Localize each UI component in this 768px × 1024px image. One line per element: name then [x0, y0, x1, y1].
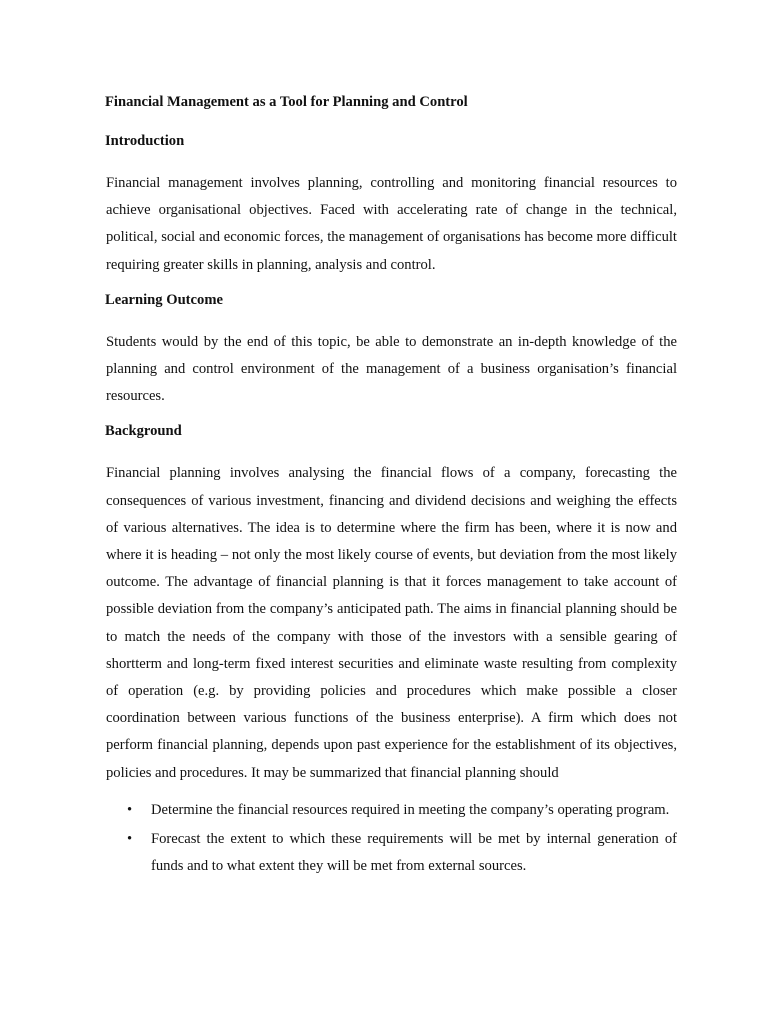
section-paragraph-background: Financial planning involves analysing the financial flows of a company, forecasting the consequences of various investment, financing and dividend decisions and weighing the effects of various alternatives. The idea is to determine where the firm has been, where it is now and where it is heading – not only the most likely course of events, but deviation from the most likely outcome. The advantage of financial planning is that it forces management to take account of possible deviation from the company’s anticipated path. The aims in financial planning should be to match the needs of the company with those of the investors with a sensible gearing of shortterm and long-term fixed interest securities and eliminate waste resulting from complexity of operation (e.g. by providing policies and procedures which make possible a closer coordination between various functions of the business enterprise). A firm which does not perform financial planning, depends upon past experience for the establishment of its objectives, policies and procedures. It may be summarized that financial planning should: [106, 465, 677, 781]
bullet-icon: •: [127, 830, 133, 847]
bullet-list: [106, 800, 677, 880]
list-item: [106, 826, 677, 880]
bullet-icon: •: [127, 801, 133, 818]
list-item-text: Forecast the extent to which these requirements will be met by internal generation of funds and to what extent they will be met from external sources.: [151, 830, 677, 875]
document-title: Financial Management as a Tool for Planning and Control: [105, 94, 468, 110]
section-heading-introduction: Introduction: [105, 133, 185, 149]
section-heading-learning-outcome: Learning Outcome: [105, 291, 223, 308]
section-paragraph-learning-outcome: Students would by the end of this topic, be able to demonstrate an in-depth knowledge of the planning and control environment of the management of a business organisation’s financial resources.: [106, 333, 677, 405]
section-heading-background: Background: [105, 423, 182, 440]
document-page: [106, 92, 677, 880]
list-item: [106, 800, 677, 820]
section-paragraph-introduction: Financial management involves planning, controlling and monitoring financial resources to achieve organisational objectives. Faced with accelerating rate of change in the technical, political, social and economic forces, the management of organisations has become more difficult requiring greater skills in planning, analysis and control.: [106, 175, 677, 273]
list-item-text: Determine the financial resources required in meeting the company’s operating program.: [151, 801, 670, 818]
